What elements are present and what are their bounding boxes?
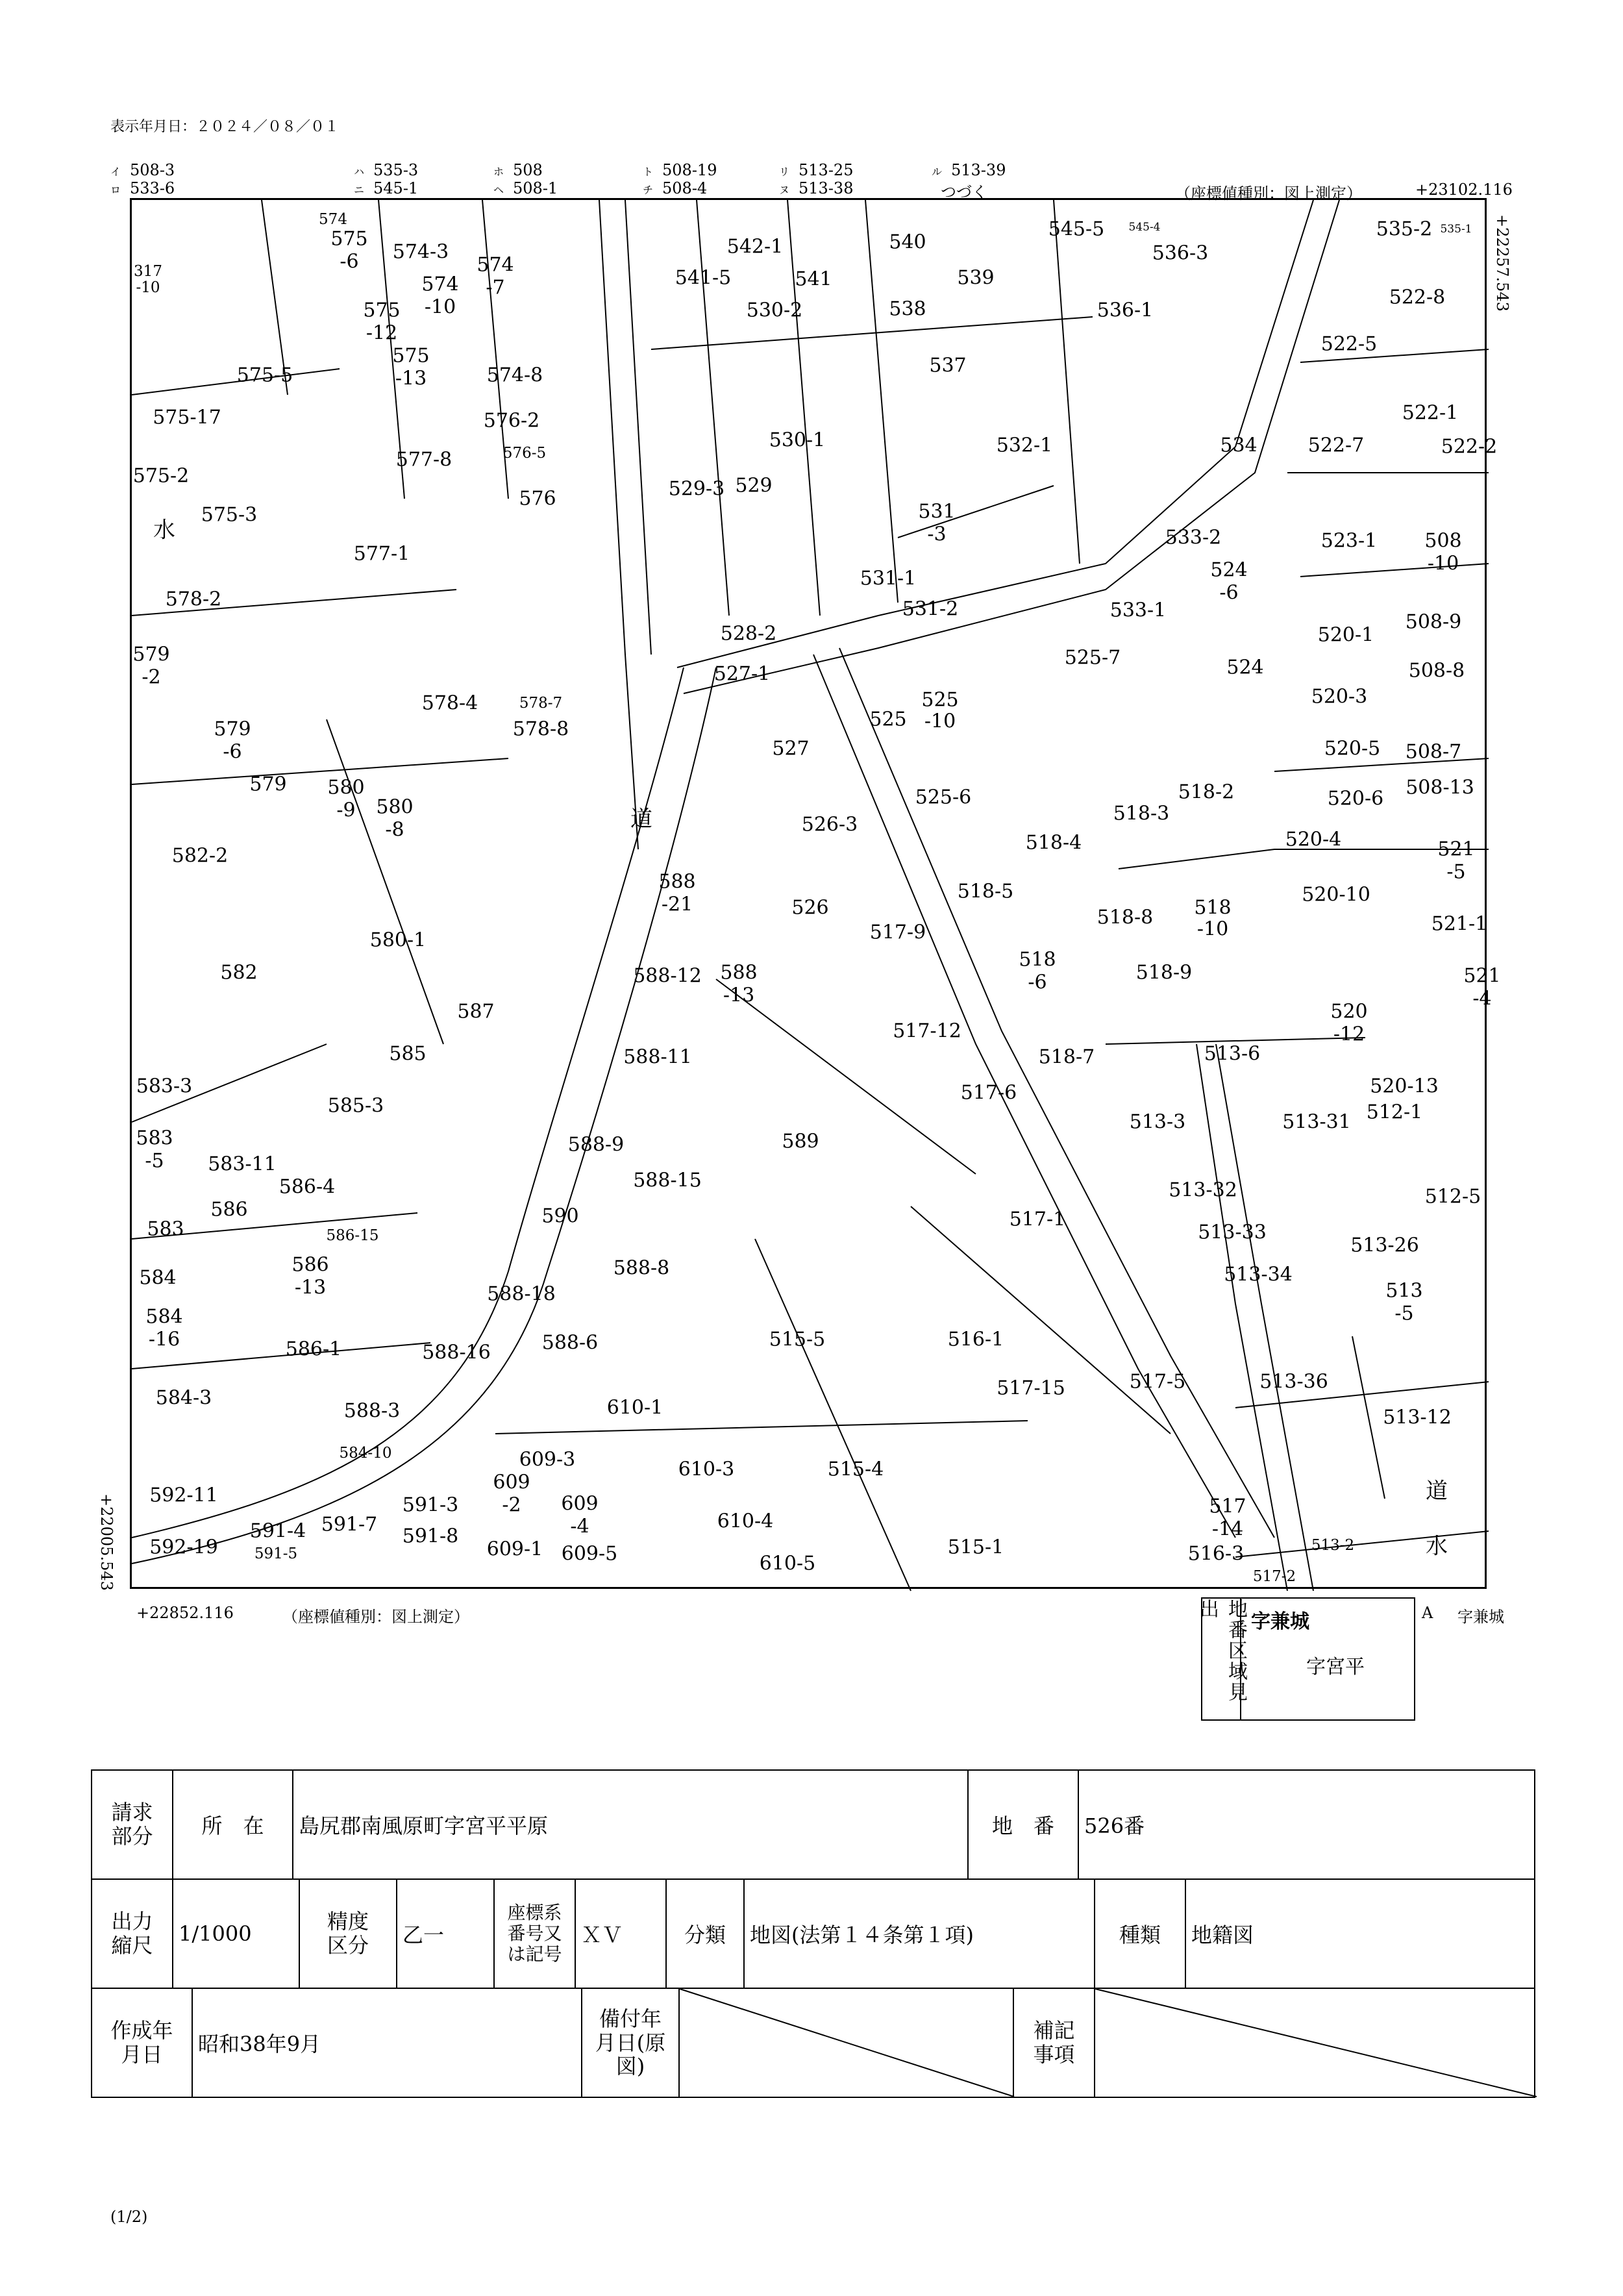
lot-number: 587 (457, 1000, 495, 1023)
lot-number: 588-16 (422, 1341, 491, 1364)
lot-number: -10 (1427, 552, 1459, 575)
lot-number: 520-13 (1370, 1075, 1439, 1098)
lot-number: 610-5 (759, 1552, 816, 1575)
lot-number: 518 (1194, 896, 1232, 919)
lot-number: 522-8 (1389, 286, 1446, 309)
lot-number: 508 (1424, 529, 1462, 553)
lot-number: 517-5 (1129, 1370, 1186, 1393)
lot-number: -13 (294, 1276, 327, 1299)
created-label: 作成年月日 (110, 2018, 173, 2067)
lot-number: 523-1 (1320, 529, 1378, 553)
reference-key: ト (643, 166, 654, 178)
lot-number: 583-3 (136, 1075, 193, 1098)
lot-number: 508-13 (1406, 776, 1474, 799)
lot-number: 513-6 (1204, 1042, 1261, 1066)
lot-number: 576-2 (483, 409, 540, 432)
class-value: 地図(法第１４条第１項) (750, 1923, 974, 1947)
lot-number: 515-5 (769, 1328, 826, 1351)
lot-number: 522-1 (1402, 401, 1459, 425)
lot-number: 574 (319, 211, 347, 228)
lot-number: 582-2 (171, 844, 229, 867)
lot-number: 579 (214, 718, 251, 741)
lot-number: 591-7 (321, 1513, 378, 1536)
lot-number: -10 (424, 295, 456, 319)
lot-number: 592-19 (149, 1536, 218, 1559)
table-row (91, 1988, 1535, 2098)
class-label: 分類 (684, 1923, 726, 1947)
lot-number: 513-2 (1311, 1537, 1355, 1554)
lot-number: 583 (147, 1217, 184, 1241)
lot-number: 588-11 (623, 1045, 692, 1069)
lot-number: 610-1 (606, 1396, 663, 1419)
lot-number: 522-7 (1307, 434, 1365, 457)
lot-number: -7 (486, 276, 505, 299)
lot-number: -3 (927, 523, 947, 546)
lot-number: -6 (1219, 581, 1239, 605)
lot-number: 577-1 (353, 542, 410, 566)
reference-code (643, 161, 717, 179)
lot-number: 524 (1210, 558, 1248, 582)
lot-number: 588-3 (343, 1399, 401, 1423)
lot-number: 518-9 (1135, 961, 1193, 984)
reference-code (354, 161, 418, 179)
reference-key: イ (110, 166, 121, 178)
installed-label: 備付年月日(原図) (595, 2006, 666, 2079)
lot-number: 508-7 (1405, 740, 1462, 764)
lot-number: 526 (791, 896, 829, 919)
lot-number: 518-7 (1038, 1045, 1095, 1069)
lot-number: 576 (519, 487, 556, 510)
lot-number: 513-26 (1350, 1234, 1419, 1257)
scale-value: 1/1000 (179, 1921, 252, 1946)
lot-number: -21 (661, 893, 693, 916)
lot-number: 580 (327, 776, 365, 799)
reference-value: 513-39 (951, 161, 1006, 179)
lot-number: 610-4 (717, 1510, 774, 1533)
lot-number: 575-2 (132, 464, 190, 488)
reference-value: 508-4 (662, 179, 708, 197)
lot-number: 586-4 (279, 1175, 336, 1199)
lot-number: 586 (291, 1253, 329, 1277)
lot-number: 586 (210, 1198, 248, 1221)
lot-number: 590 (541, 1204, 579, 1228)
lot-number: 575-3 (201, 503, 258, 527)
lot-number: 536-1 (1096, 299, 1154, 322)
lot-number: 609 (561, 1492, 599, 1516)
coord-note-top: （座標値種別：図上測定） (1175, 184, 1362, 203)
lot-number: 526-3 (801, 813, 858, 836)
map-feature-label: 道 (1426, 1478, 1448, 1504)
lot-number: 518-4 (1025, 831, 1082, 855)
lot-number: 521-1 (1431, 912, 1488, 936)
lot-number: 583 (136, 1127, 173, 1150)
location-label: 所 在 (201, 1814, 264, 1838)
reference-code (643, 179, 707, 197)
lot-number: 533-2 (1165, 526, 1222, 549)
lot-number: 609-3 (519, 1448, 576, 1471)
lot-number: 513-31 (1282, 1110, 1351, 1134)
created-value: 昭和38年9月 (198, 2032, 321, 2056)
lot-number: 518-3 (1113, 802, 1170, 825)
lot-number: 521 (1463, 964, 1501, 988)
lot-number: -8 (385, 818, 404, 842)
legend-marker: A (1422, 1604, 1433, 1622)
lot-number: 541 (795, 268, 832, 291)
lot-number: 520-4 (1285, 828, 1342, 851)
accuracy-value: 乙一 (403, 1923, 445, 1947)
reference-value: 545-1 (373, 179, 419, 197)
lot-number: 516-1 (947, 1328, 1004, 1351)
lot-number: 528-2 (720, 622, 777, 645)
lot-number: -5 (145, 1149, 164, 1173)
lot-number: 525 (869, 708, 907, 731)
lot-number: 531 (918, 500, 956, 523)
lot-number: -2 (142, 666, 161, 689)
lot-number: -14 (1211, 1517, 1244, 1541)
lot-number: 525-7 (1064, 646, 1121, 669)
lot-number: 577-8 (395, 448, 452, 471)
lot-number: 542-1 (726, 235, 784, 258)
info-table (91, 1769, 1535, 2097)
area-legend (1196, 1597, 1415, 1721)
lot-number: 575-17 (153, 406, 221, 429)
lot-number: 575 (363, 299, 401, 322)
lot-number: 525 (921, 688, 959, 712)
coord-system-value: ＸＶ (581, 1923, 623, 1947)
lot-number: 609-1 (486, 1538, 543, 1561)
reference-key: ハ (354, 166, 365, 178)
lot-number: 539 (957, 266, 995, 290)
lot-number: 522-2 (1441, 435, 1498, 458)
reference-key: ロ (110, 184, 121, 196)
lot-number: 545-4 (1128, 221, 1161, 234)
lot-number: 512-5 (1424, 1185, 1481, 1208)
reference-value: 513-25 (799, 161, 854, 179)
lot-number: 517-6 (960, 1081, 1017, 1104)
empty-cell-diagonal (1095, 1989, 1537, 2097)
lot-number: -10 (136, 279, 160, 296)
lot-number: 574-8 (486, 364, 543, 387)
reference-value: 508 (513, 161, 543, 179)
lot-number: 512-1 (1366, 1101, 1423, 1124)
lot-number: 585-3 (327, 1094, 384, 1117)
coord-bottom-left-x: +22852.116 (136, 1604, 234, 1622)
lot-number: 531-2 (902, 597, 959, 621)
lot-number: 520 (1330, 1000, 1368, 1023)
lot-number: 588-12 (633, 964, 702, 988)
lot-number: 529 (735, 474, 773, 497)
lot-number: 531-1 (860, 567, 917, 590)
lot-number: 588-9 (567, 1133, 625, 1156)
lot-number: 529-3 (668, 477, 725, 501)
lot-number: 518-2 (1178, 780, 1235, 804)
lot-number: 518-8 (1096, 906, 1154, 929)
lot-number: 508-8 (1408, 659, 1465, 682)
legend-side-label: 地番区域見出 (1202, 1599, 1241, 1719)
remarks-label: 補記事項 (1033, 2018, 1075, 2067)
cadastral-map (130, 198, 1501, 1589)
display-date: 表示年月日：２０２４／０８／０１ (110, 119, 340, 135)
coord-top-right-x: +23102.116 (1415, 181, 1513, 199)
lot-number: 541-5 (675, 266, 732, 290)
lot-number: 578-7 (519, 695, 563, 712)
lot-number: 585 (389, 1042, 427, 1066)
lot-number: 522-5 (1320, 332, 1378, 356)
reference-value: 533-6 (130, 179, 175, 197)
reference-value: 508-1 (513, 179, 558, 197)
lot-number: -4 (570, 1515, 589, 1538)
reference-value: 508-19 (662, 161, 717, 179)
lot-number: 520-1 (1317, 623, 1374, 647)
lot-number: 515-4 (827, 1458, 884, 1481)
lot-number: 517 (1209, 1495, 1246, 1518)
lot-number: 513-34 (1224, 1263, 1293, 1286)
map-feature-label: 道 (630, 806, 652, 832)
lot-number: 535-1 (1440, 223, 1472, 236)
reference-code (110, 179, 175, 197)
lot-number: 520-10 (1302, 883, 1370, 906)
lot-number: 513 (1385, 1279, 1423, 1303)
lot-number: 574 (421, 273, 459, 296)
lot-number: 583-11 (208, 1153, 277, 1176)
lot-number: 530-1 (769, 429, 826, 452)
lot-number: 525-6 (915, 786, 972, 809)
lot-number: 575 (330, 227, 368, 251)
lot-number: 579 (249, 773, 287, 796)
lot-number: -6 (223, 740, 242, 764)
lot-number: 578-8 (512, 718, 569, 741)
lot-number: 536-3 (1152, 242, 1209, 265)
lot-number: 576-5 (502, 445, 547, 462)
lot-number: 513-3 (1129, 1110, 1186, 1134)
scale-label: 出力縮尺 (111, 1909, 153, 1958)
lot-number: 591-4 (249, 1519, 306, 1543)
lot-number: 584 (139, 1266, 177, 1290)
coord-system-label: 座標系番号又は記号 (507, 1901, 562, 1965)
lot-number: 588-15 (633, 1169, 702, 1192)
lot-number: 580-1 (369, 929, 427, 952)
coord-right-y: +22257.543 (1493, 214, 1511, 312)
reference-key: ヘ (493, 184, 504, 196)
location-value: 島尻郡南風原町字宮平平原 (299, 1814, 549, 1838)
type-value: 地籍図 (1191, 1923, 1254, 1947)
reference-value: つづく (941, 183, 987, 201)
lot-number: -16 (148, 1328, 180, 1351)
reference-key: ル (932, 166, 943, 178)
lot-number: 580 (376, 795, 414, 819)
reference-code (493, 161, 543, 179)
lot-number: 584-3 (155, 1386, 212, 1410)
lot-number: 533-1 (1109, 599, 1167, 622)
lot-number: 520-3 (1311, 685, 1368, 708)
lot-number: 588-18 (487, 1282, 556, 1306)
lot-number: 537 (929, 354, 967, 377)
reference-code (110, 161, 175, 179)
reference-value: 513-38 (799, 179, 854, 197)
reference-code (354, 179, 418, 197)
lot-number: 584 (145, 1305, 183, 1329)
reference-code (932, 161, 1006, 179)
lot-number: 591-8 (402, 1525, 459, 1548)
lot-number: 591-5 (254, 1545, 298, 1562)
lot-number: 579 (132, 643, 170, 666)
lot-number: 508-9 (1405, 610, 1462, 634)
empty-cell-diagonal (680, 1989, 1014, 2097)
page-number: (1/2) (110, 2208, 148, 2226)
lot-number: 515-1 (947, 1536, 1004, 1559)
lot-number: 586-1 (285, 1338, 342, 1361)
lot-number: -5 (1446, 860, 1466, 884)
lot-number: 588-8 (613, 1256, 670, 1280)
lot-number: 513-33 (1198, 1221, 1267, 1244)
lot-number: 545-5 (1048, 218, 1105, 241)
lot-number: 517-15 (997, 1377, 1065, 1400)
accuracy-label: 精度区分 (327, 1909, 369, 1958)
reference-code (493, 179, 558, 197)
lot-number-label: 地 番 (991, 1814, 1054, 1838)
lot-number: 535-2 (1376, 218, 1433, 241)
lot-number: 584-10 (339, 1445, 392, 1462)
legend-area-a: 字兼城 (1251, 1610, 1309, 1633)
lot-number: 527-1 (713, 662, 771, 686)
lot-number: 586-15 (326, 1227, 379, 1244)
lot-number: 530-2 (746, 299, 803, 322)
lot-number: 609-5 (561, 1542, 618, 1566)
lot-number: 610-3 (678, 1458, 735, 1481)
lot-number: 589 (782, 1130, 819, 1153)
legend-area-main: 字宮平 (1306, 1656, 1365, 1678)
reference-key: ヌ (779, 184, 790, 196)
reference-value: 508-3 (130, 161, 175, 179)
lot-number: 532-1 (996, 434, 1053, 457)
lot-number: 588 (720, 961, 758, 984)
lot-number: -13 (395, 367, 427, 390)
reference-key: チ (643, 184, 654, 196)
lot-number: 574 (477, 253, 514, 277)
lot-number: -12 (1333, 1023, 1365, 1046)
lot-number: 540 (889, 231, 926, 254)
table-row (91, 1769, 1535, 1880)
lot-number: 534 (1220, 434, 1258, 457)
lot-number: 517-12 (893, 1019, 961, 1043)
lot-number: 513-32 (1169, 1179, 1237, 1202)
lot-number: 591-3 (402, 1493, 459, 1517)
lot-number: -4 (1472, 987, 1492, 1010)
reference-key: リ (779, 166, 790, 178)
lot-number: -10 (1196, 917, 1229, 941)
type-label: 種類 (1119, 1923, 1161, 1947)
lot-number: 538 (889, 297, 926, 321)
lot-number: -5 (1394, 1302, 1414, 1325)
reference-code (779, 161, 853, 179)
lot-number: 588 (658, 870, 696, 893)
lot-number: -10 (924, 710, 956, 733)
lot-number: 574-3 (392, 240, 449, 264)
lot-number: -6 (1028, 971, 1047, 994)
lot-number: 578-2 (165, 588, 222, 611)
lot-number: 582 (220, 961, 258, 984)
lot-number: 513-12 (1383, 1406, 1452, 1429)
lot-number: 588-6 (541, 1331, 599, 1354)
lot-number: 518 (1019, 948, 1056, 971)
lot-number: 518-5 (957, 880, 1014, 903)
lot-number: 575 (392, 344, 430, 368)
reference-key: ホ (493, 166, 504, 178)
reference-key: ニ (354, 184, 365, 196)
lot-number: 317 (134, 263, 162, 280)
kind-label: 請求部分 (111, 1800, 153, 1849)
lot-number: 517-1 (1009, 1208, 1066, 1231)
lot-number: -6 (340, 250, 359, 273)
lot-number: 521 (1437, 838, 1475, 861)
coord-left-y: +22005.543 (97, 1493, 116, 1591)
lot-number: -2 (502, 1493, 521, 1517)
coord-note-bottom: （座標値種別：図上測定） (282, 1608, 469, 1626)
lot-number: 527 (772, 737, 810, 760)
map-feature-label: 水 (1426, 1533, 1448, 1560)
lot-number: 517-9 (869, 921, 926, 944)
table-row (91, 1878, 1535, 1989)
lot-number: 575-5 (236, 364, 293, 387)
reference-code (779, 179, 853, 197)
lot-number: -13 (723, 984, 755, 1007)
lot-number-value: 526番 (1084, 1814, 1145, 1838)
lot-number: 592-11 (149, 1484, 218, 1507)
legend-marker-area: 字兼城 (1457, 1608, 1504, 1626)
lot-number: 513-36 (1259, 1370, 1328, 1393)
lot-number: -9 (336, 799, 356, 822)
lot-number: 578-4 (421, 692, 478, 715)
lot-number: 609 (493, 1471, 530, 1494)
lot-number: 524 (1226, 656, 1264, 679)
lot-number: 520-6 (1327, 787, 1384, 810)
map-feature-label: 水 (153, 517, 175, 543)
lot-number: 517-2 (1252, 1568, 1296, 1585)
lot-number: 516-3 (1187, 1542, 1245, 1566)
reference-value: 535-3 (373, 161, 419, 179)
lot-number: -12 (365, 321, 398, 345)
lot-number: 520-5 (1324, 737, 1381, 760)
